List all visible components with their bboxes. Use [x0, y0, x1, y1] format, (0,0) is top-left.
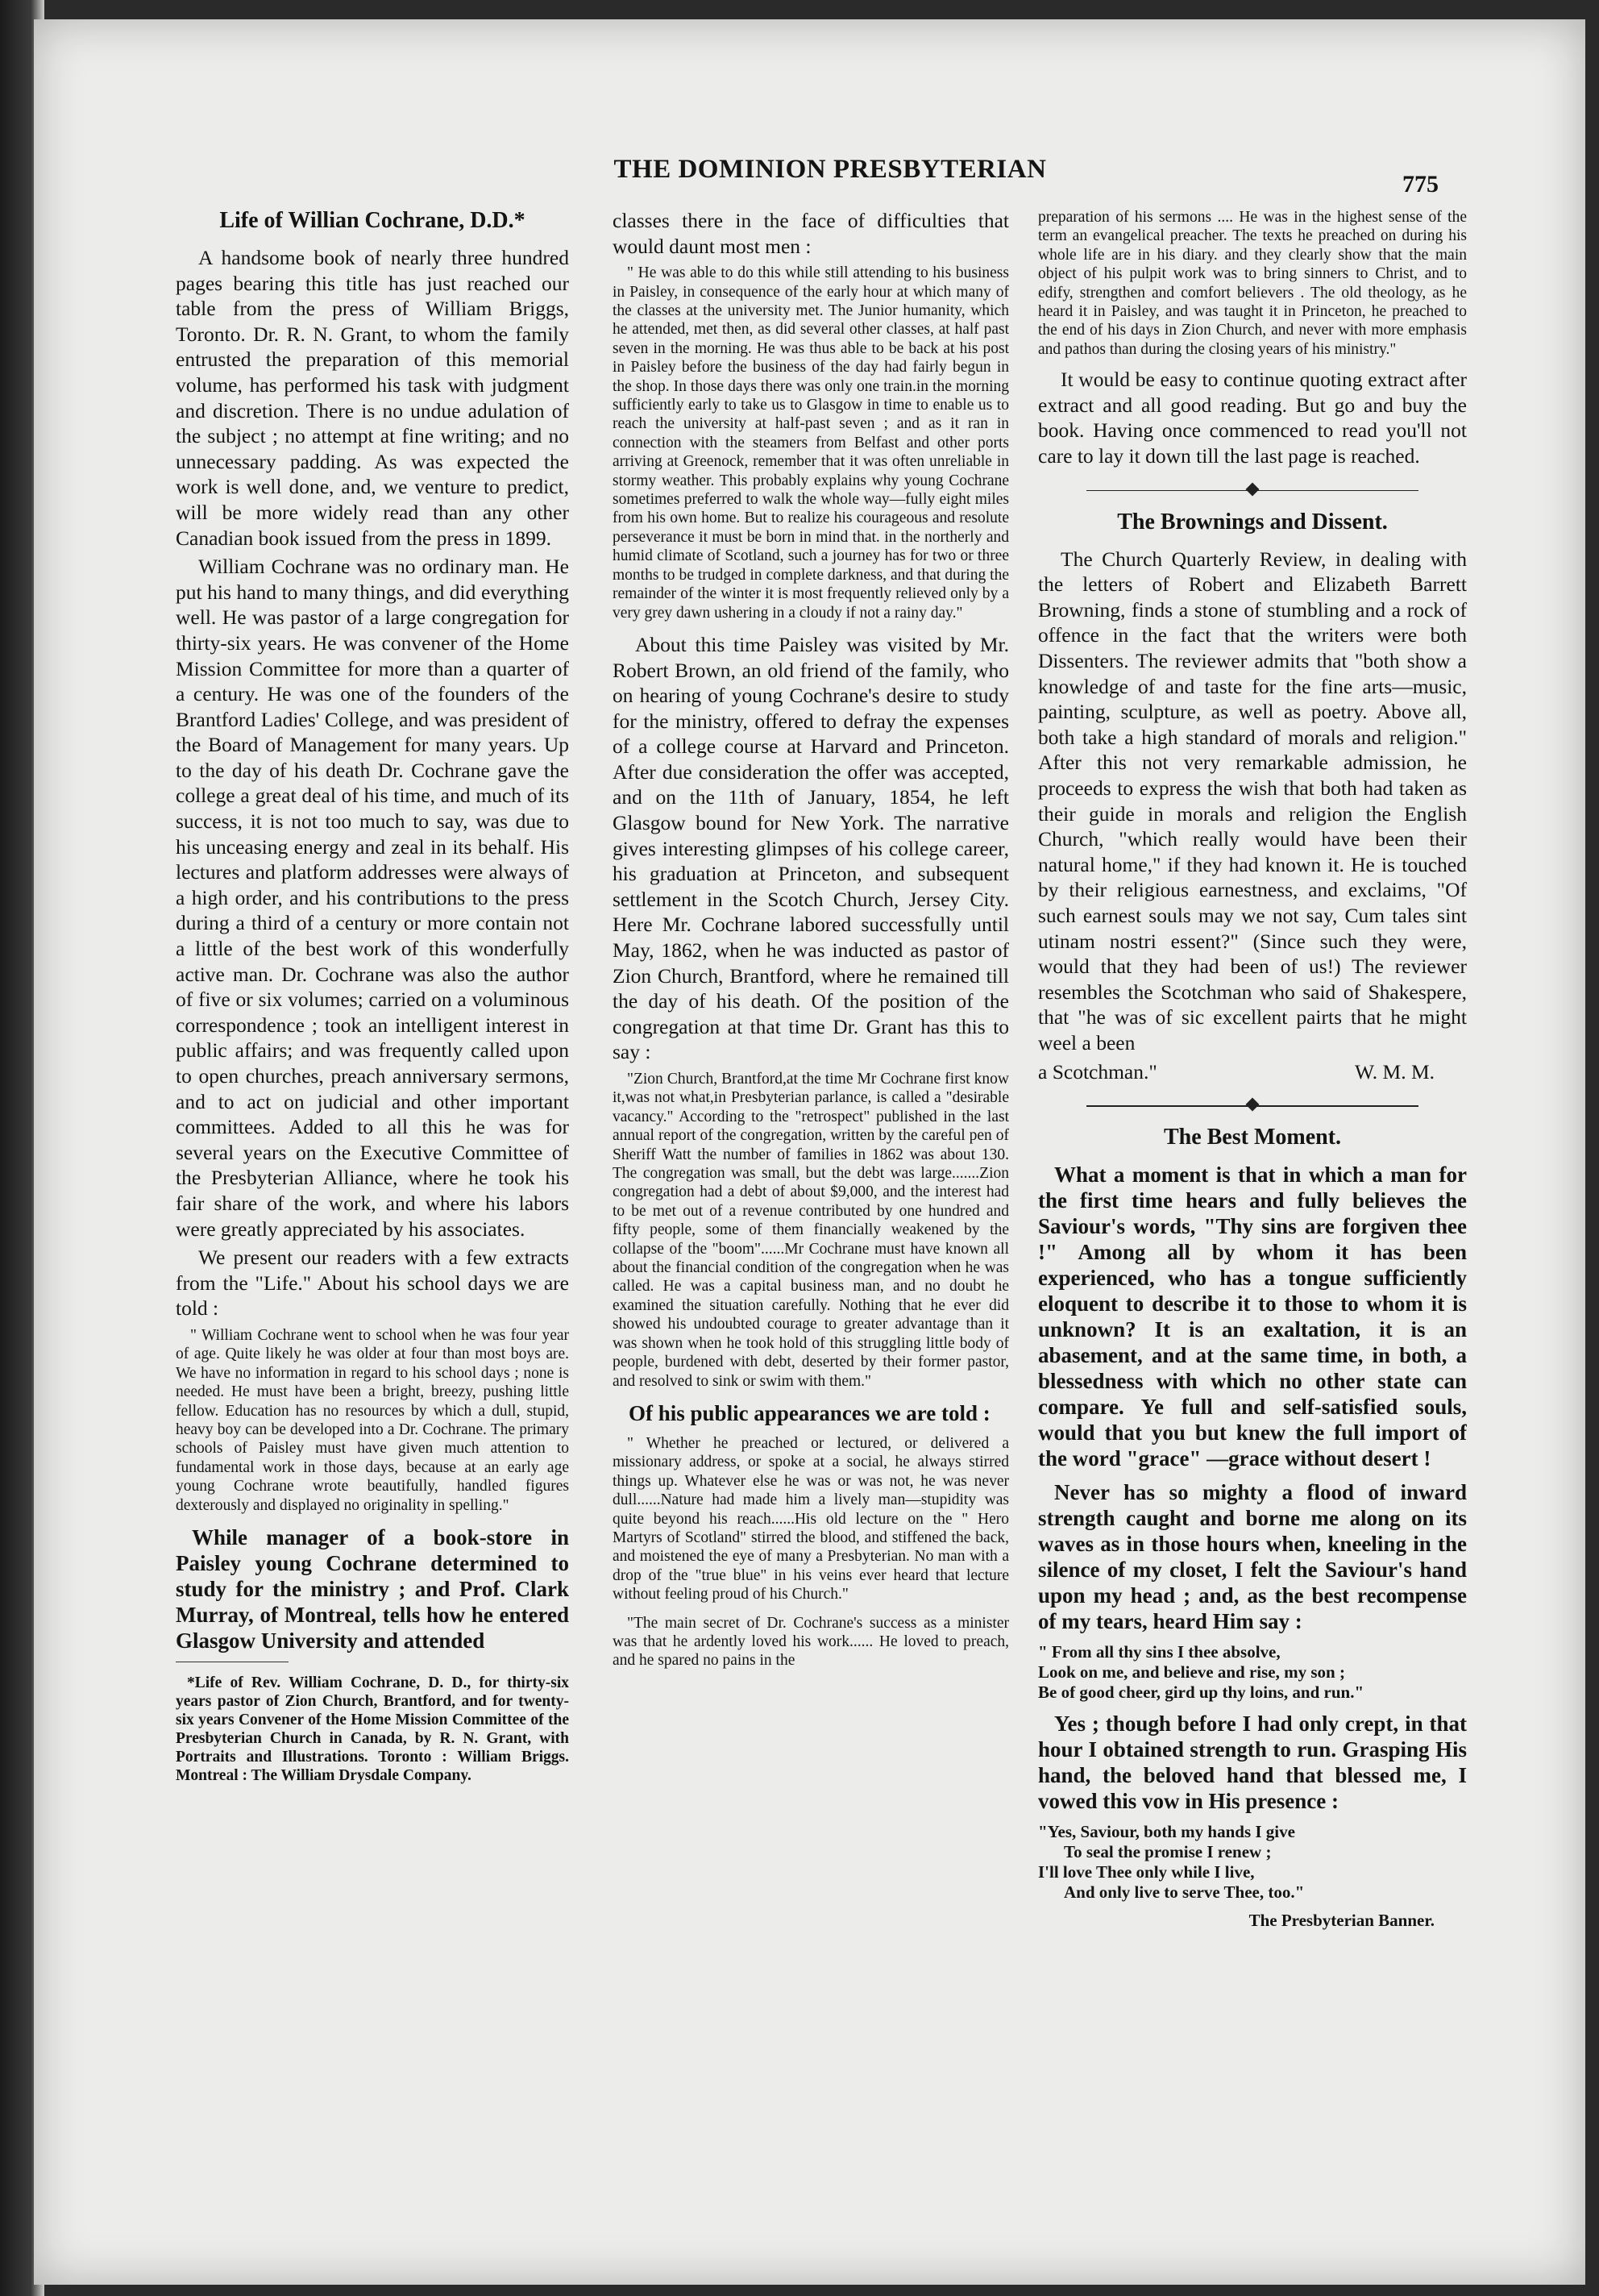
verse-line: "Yes, Saviour, both my hands I give — [1038, 1822, 1295, 1842]
paragraph: About this time Paisley was visited by Mr. Robert Brown, an old friend of the family, who on hearing of young Cochrane's desire to study for the ministry, offered to defray the expenses of a college course at Harvard and Princeton. After due consideration the offer was accepted, and on the 11th of January, 1854, he left Glasgow bound for New York. The narrative gives interesting glimpses of his college career, his graduation at Princeton, and subsequent settlement in the Scotch Church, Jersey City. Here Mr. Cochrane labored successfully until May, 1862, when he was inducted as pastor of Zion Church, Brantford, where he remained till the day of his death. Of the position of the congregation at that time Dr. Grant has this to say : — [613, 632, 1009, 1064]
section-divider — [1038, 480, 1467, 501]
paragraph: classes there in the face of difficulties that would daunt most men : — [613, 209, 1009, 258]
article-heading-best-moment: The Best Moment. — [1163, 1125, 1342, 1150]
paragraph-bold: Yes ; though before I had only crept, in that hour I obtained strength to run. Grasping His hand, the beloved hand that blessed me, I vowed this vow in His presence : — [1038, 1712, 1467, 1814]
verse-line: And only live to serve Thee, too." — [1064, 1882, 1305, 1903]
paragraph: A handsome book of nearly three hundred pages bearing this title has just reached our table from the press of William Briggs, Toronto. Dr. R. N. Grant, to whom the family entrusted the preparation of this memorial volume, has performed his task with judgment and discretion. There is no undue adulation of the subject ; no attempt at fine writing; and no unnecessary padding. As was expected the work is well done, and, we venture to predict, will be more widely read than any other Canadian book issued from the press in 1899. — [176, 246, 569, 550]
closing-text: a Scotchman." — [1038, 1059, 1157, 1084]
diamond-ornament-icon — [1246, 482, 1260, 496]
paragraph: The Church Quarterly Review, in dealing with the letters of Robert and Elizabeth Barrett Browning, finds a stone of stumbling and a rock of offence in the fact that the writers were both Dissenters. The reviewer admits that "both show a knowledge of and taste for the fine arts—music, painting, sculpture, as well as poetry. Above all, both take a high standard of morals and religion." After this not very remarkable admission, he proceeds to express the wish that both had taken as their guide in morals and religion the English Church, "which really would have been their natural home," if they had known it. He is touched by their religious earnestness, and exclaims, "Of such earnest souls may we not say, Cum tales sint utinam nostri essent?" (Since such they were, would that they had been of us!) The reviewer resembles the Scotchman who said of Shakespere, that "he was of sic excellent pairts that he might weel a been — [1038, 547, 1467, 1054]
verse-stanza — [1038, 1822, 1467, 1903]
column-1 — [176, 208, 569, 2272]
signature-line — [1038, 1059, 1467, 1085]
block-quote: " William Cochrane went to school when he was four year of age. Quite likely he was older at four than most boys are. We have no information in regard to his school days ; none is needed. He must have been a bright, breezy, pushing little fellow. Education has no resources by which a dull, stupid, heavy boy can be developed into a Dr. Cochrane. The primary schools of Paisley must have given much attention to fundamental work in those days, because at an early age young Cochrane wrote beautifully, handled figures dexterously and displayed no originality in spelling." — [176, 1326, 569, 1514]
block-quote: "The main secret of Dr. Cochrane's success as a minister was that he ardently loved his work...... He loved to preach, and he spared no pains in the — [613, 1614, 1009, 1670]
paragraph-bold: Never has so mighty a flood of inward strength caught and borne me along on its waves as in those hours when, kneeling in the silence of my closet, I felt the Saviour's hand upon my head ; and, as the best recompense of my tears, heard Him say : — [1038, 1480, 1467, 1634]
paragraph-bold: What a moment is that in which a man for the first time hears and fully believes the Saviour's words, "Thy sins are forgiven thee !" Among all by whom it has been experienced, who has a tongue sufficiently eloquent to describe it to those to whom it is unknown? It is an exaltation, it is an abasement, and at the same time, in both, a blessedness with which no other state can compare. Ye full and self-satisfied souls, would that you but knew the full import of the word "grace" —grace without desert ! — [1038, 1163, 1467, 1471]
diamond-ornament-icon — [1246, 1098, 1260, 1112]
block-quote: " Whether he preached or lectured, or delivered a missionary address, or spoke at a social, he always stirred things up. Whatever else he was or was not, he was never dull......Nature had made him a lively man—stupidity was quite beyond his reach......His old lecture on the " Hero Martyrs of Scotland" stirred the blood, and stiffened the back, and moistened the eye of many a Presbyterian. No man with a drop of the "true blue" in his veins ever heard that lecture without feeling proud of his Church." — [613, 1434, 1009, 1603]
paragraph: It would be easy to continue quoting extract after extract and all good reading. But go and buy the book. Having once commenced to read you'll not care to lay it down till the last page is reached. — [1038, 368, 1467, 468]
running-title: THE DOMINION PRESBYTERIAN — [613, 155, 1047, 184]
article-heading-brownings: The Brownings and Dissent. — [1117, 509, 1388, 534]
verse-stanza — [1038, 1642, 1467, 1703]
paragraph-bold: While manager of a book-store in Paisley young Cochrane determined to study for the ministry ; and Prof. Clark Murray, of Montreal, tells how he entered Glasgow University and attended — [176, 1525, 569, 1653]
paragraph: William Cochrane was no ordinary man. He put his hand to many things, and did everything well. He was pastor of a large congregation for thirty-six years. He was convener of the Home Mission Committee for more than a quarter of a century. He was one of the founders of the Brantford Ladies' College, and was president of the Board of Management for many years. Up to the day of his death Dr. Cochrane gave the college a great deal of his time, and much of its success, it is not too much to say, was due to his unceasing energy and zeal in its behalf. His lectures and platform addresses were always of a high order, and his contributions to the press during a third of a century or more contain not a little of the best work of this wonderfully active man. Dr. Cochrane was also the author of five or six volumes; carried on a voluminous correspondence ; took an intelligent interest in public affairs; and was frequently called upon to open churches, preach anniversary sermons, and to act on judicial and other important committees. Added to all this he was for several years on the Executive Committee of the Presbyterian Alliance, where he took his fair share of the work, and where his labors were greatly appreciated by his associates. — [176, 555, 569, 1241]
verse-line: Be of good cheer, gird up thy loins, and run." — [1038, 1682, 1364, 1703]
column-3 — [1038, 208, 1467, 2272]
paragraph: We present our readers with a few extracts from the "Life." About his school days we are told : — [176, 1246, 569, 1321]
author-signature: W. M. M. — [1355, 1059, 1435, 1084]
section-divider — [1038, 1096, 1467, 1117]
footnote: *Life of Rev. William Cochrane, D. D., for thirty-six years pastor of Zion Church, Brantford, and for twenty-six years Convener of the Home Mission Committee of the Presbyterian Church in Canada, by R. N. Grant, with Portraits and Illustrations. Toronto : William Briggs. Montreal : The William Drysdale Company. — [176, 1674, 569, 1784]
page-number: 775 — [1402, 171, 1439, 198]
article-heading-life-of-cochrane: Life of Willian Cochrane, D.D.* — [219, 208, 525, 233]
verse-line: Look on me, and believe and rise, my son ; — [1038, 1662, 1345, 1682]
verse-line: To seal the promise I renew ; — [1064, 1842, 1272, 1862]
verse-line: I'll love Thee only while I live, — [1038, 1862, 1255, 1882]
source-attribution: The Presbyterian Banner. — [1248, 1911, 1435, 1931]
paragraph-bold: Of his public appearances we are told : — [629, 1400, 991, 1425]
block-quote: preparation of his sermons .... He was in the highest sense of the term an evangelical preacher. The texts he preached on during his whole life are in his diary. and they clearly show that the main object of his pulpit work was to bring sinners to Christ, and to edify, strengthen and comfort believers . The old theology, as he heard it in Paisley, and was taught it in Princeton, he preached to the end of his days in Zion Church, and never with more emphasis and pathos than during the closing years of his ministry." — [1038, 209, 1467, 358]
column-2 — [613, 208, 1009, 2272]
verse-line: " From all thy sins I thee absolve, — [1038, 1642, 1281, 1662]
block-quote: "Zion Church, Brantford,at the time Mr Cochrane first know it,was not what,in Presbyterian parlance, is called a "desirable vacancy." According to the "retrospect" published in the last annual report of the congregation, written by the careful pen of Sheriff Watt the number of families in 1862 was about 130. The congregation was small, but the debt was large.......Zion congregation had a debt of about $9,000, and the interest had to be met out of a revenue contributed by one hundred and fifty people, some of them financially weakened by the collapse of the "boom"......Mr Cochrane must have known all about the financial condition of the congregation when he was called. He was a capital business man, and no doubt he examined the situation carefully. Nothing that he ever did showed his undoubted courage to greater advantage than it was shown when he took hold of this struggling little body of people, burdened with debt, deserted by their former pastor, and resolved to sink or swim with them." — [613, 1071, 1009, 1390]
block-quote: " He was able to do this while still attending to his business in Paisley, in consequence of the early hour at which many of the classes at the university met. The Junior humanity, which he attended, met then, as did several other classes, at half past seven in the morning. He was thus able to be back at his post in Paisley before the business of the day had fairly begun in the shop. In those days there was only one train.in the morning sufficiently early to take us to Glasgow in time to enable us to reach the university at half-past seven ; and as it ran in connection with the steamers from Belfast and other ports arriving at Greenock, remember that it was often unreliable in stormy weather. This probably explains why young Cochrane sometimes preferred to walk the whole way—fully eight miles from his own home. But to realize his courageous and resolute perseverance it must be born in mind that. in the northerly and humid climate of Scotland, such a journey has for two or three months to be trudged in complete darkness, and that during the remainder of the winter it is most frequently relieved only by a very grey dawn ushering in a cloudy if not a rainy day." — [613, 264, 1009, 622]
